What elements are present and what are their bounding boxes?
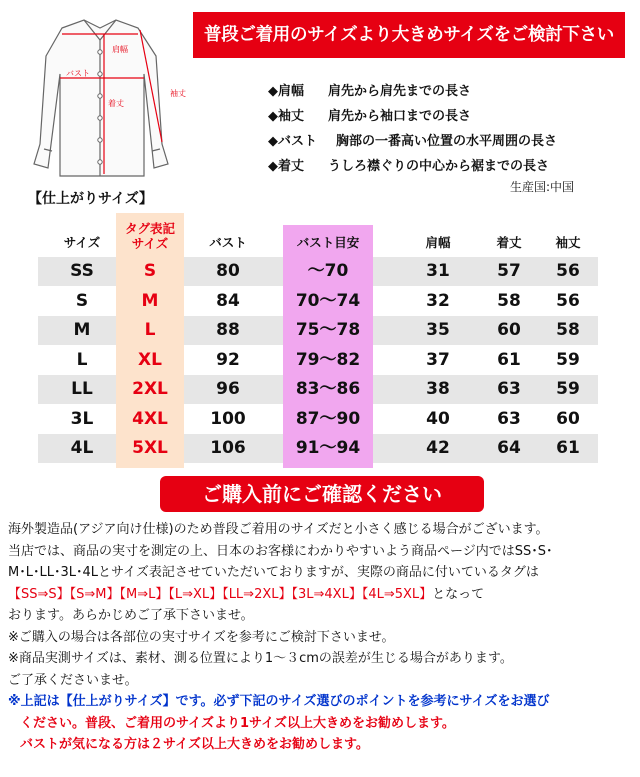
note-line-recommend: ください。普段、ご着用のサイズより1サイズ以上大きめをお勧めします。: [20, 715, 455, 731]
definition-term: ◆バスト: [268, 134, 317, 149]
header-sleeve: 袖丈: [555, 235, 581, 250]
definition-term: ◆肩幅: [268, 84, 304, 99]
table-cell-length: 60: [497, 320, 521, 340]
table-cell-tag: L: [144, 320, 156, 340]
conversion-line: [8, 584, 636, 606]
conversion: 【4L⇒5XL】: [361, 586, 433, 602]
table-cell-bust: 88: [216, 320, 240, 340]
table-cell-guide: 79〜82: [295, 349, 361, 370]
definition-desc: 肩先から肩先までの長さ: [328, 84, 472, 99]
conversion-suffix: となって: [432, 586, 485, 602]
table-cell-shoulder: 40: [426, 408, 450, 429]
definition-desc: 胸部の一番高い位置の水平周囲の長さ: [336, 134, 558, 149]
shirt-diagram: [4, 4, 204, 184]
header-tag-line1: タグ表記: [124, 221, 176, 236]
note-line: ※商品実測サイズは、素材、測る位置により1〜３cmの誤差が生じる場合があります。: [8, 651, 513, 666]
table-cell-bust: 100: [210, 408, 246, 429]
confirm-banner: ご購入前にご確認ください: [160, 476, 484, 512]
table-cell-guide: 75〜78: [295, 320, 361, 340]
table-cell-guide: 91〜94: [295, 438, 361, 458]
table-cell-size: S: [75, 290, 89, 311]
table-cell-size: 3L: [70, 408, 94, 429]
table-cell-bust: 80: [216, 261, 240, 281]
table-cell-tag: S: [143, 261, 157, 281]
table-cell-sleeve: 59: [556, 349, 580, 370]
table-cell-sleeve: 61: [556, 438, 580, 458]
note-line: おります。あらかじめご了承下さいませ。: [8, 608, 254, 623]
definition-term: ◆着丈: [268, 159, 304, 174]
table-cell-sleeve: 56: [556, 261, 580, 281]
table-cell-shoulder: 32: [426, 290, 450, 311]
table-cell-sleeve: 56: [556, 290, 580, 311]
table-cell-length: 57: [497, 261, 521, 281]
table-cell-tag: M: [141, 290, 159, 311]
section-title: 【仕上がりサイズ】: [28, 191, 153, 207]
note-line: 海外製造品(アジア向け仕様)のため普段ご着用のサイズだと小さく感じる場合がございます。: [8, 522, 549, 537]
table-cell-tag: 5XL: [132, 438, 168, 458]
note-line: ご了承くださいませ。: [8, 672, 138, 688]
definition-sleeve: [268, 105, 636, 130]
table-cell-length: 58: [497, 290, 521, 311]
table-cell-shoulder: 31: [426, 261, 450, 281]
table-cell-shoulder: 38: [426, 379, 450, 399]
note-line-emphasis: ※上記は【仕上がりサイズ】です。必ず下記のサイズ選びのポイントを参考にサイズをお選び: [8, 694, 550, 709]
table-cell-bust: 106: [210, 438, 246, 458]
definition-desc: うしろ襟ぐりの中心から裾までの長さ: [328, 159, 550, 174]
header-size: サイズ: [63, 235, 101, 250]
diagram-label-shoulder: 肩幅: [112, 45, 128, 54]
conversion: 【SS⇒S】: [8, 586, 70, 602]
table-cell-shoulder: 42: [426, 438, 450, 458]
table-cell-shoulder: 35: [426, 320, 450, 340]
conversion: 【S⇒M】: [69, 586, 120, 602]
table-cell-size: SS: [70, 261, 94, 281]
origin-label: 生産国:中国: [510, 180, 575, 194]
table-cell-guide: 87〜90: [295, 408, 361, 429]
table-cell-size: M: [73, 320, 91, 340]
definition-length: [268, 155, 636, 180]
diagram-label-sleeve: 袖丈: [170, 89, 186, 98]
note-line: M･L･LL･3L･4Lとサイズ表記させていただいておりますが、実際の商品に付いているタグは: [8, 565, 539, 580]
header-tag-size: [125, 221, 175, 251]
table-cell-tag: XL: [138, 349, 162, 370]
definition-desc: 肩先から袖口までの長さ: [328, 109, 472, 124]
note-line: ※ご購入の場合は各部位の実寸サイズを参考にご検討下さいませ。: [8, 629, 395, 645]
conversion: 【L⇒XL】: [168, 586, 223, 602]
table-cell-sleeve: 58: [556, 320, 580, 340]
table-cell-bust: 92: [216, 349, 240, 370]
conversion: 【LL⇒2XL】: [222, 586, 292, 602]
table-cell-bust: 84: [216, 290, 240, 311]
table-cell-length: 64: [497, 438, 521, 458]
definition-bust: [268, 130, 636, 155]
definition-list: [268, 80, 636, 180]
note-line-recommend: バストが気になる方は２サイズ以上大きめをお勧めします。: [20, 737, 369, 752]
table-cell-length: 63: [497, 408, 521, 429]
table-cell-guide: 83〜86: [295, 379, 361, 399]
table-cell-size: LL: [71, 379, 93, 399]
diagram-label-length: 着丈: [108, 99, 124, 108]
table-cell-guide: 70〜74: [295, 290, 361, 311]
header-length: 着丈: [496, 235, 522, 250]
table-cell-length: 63: [497, 379, 521, 399]
diagram-label-bust: バスト: [66, 69, 90, 78]
conversion: 【3L⇒4XL】: [291, 586, 362, 602]
header-shoulder: 肩幅: [425, 235, 451, 250]
conversion: 【M⇒L】: [119, 586, 169, 602]
table-cell-shoulder: 37: [426, 349, 450, 370]
table-cell-sleeve: 59: [556, 379, 580, 399]
top-banner: 普段ご着用のサイズより大きめサイズをご検討下さい: [193, 12, 625, 58]
table-cell-tag: 2XL: [132, 379, 168, 399]
definition-term: ◆袖丈: [268, 109, 304, 124]
table-cell-tag: 4XL: [132, 408, 168, 429]
header-bust: バスト: [209, 235, 247, 250]
table-cell-guide: 〜70: [307, 261, 349, 281]
table-cell-size: L: [76, 349, 88, 370]
table-cell-size: 4L: [70, 438, 94, 458]
note-line: 当店では、商品の実寸を測定の上、日本のお客様にわかりやすいよう商品ページ内ではSS･S･: [8, 543, 553, 559]
table-cell-bust: 96: [216, 379, 240, 399]
definition-shoulder: [268, 80, 636, 105]
header-bust-guide: バスト目安: [296, 235, 360, 250]
table-cell-sleeve: 60: [556, 408, 580, 429]
table-cell-length: 61: [497, 349, 521, 370]
header-tag-line2: サイズ: [131, 236, 169, 251]
notes: [8, 519, 636, 756]
